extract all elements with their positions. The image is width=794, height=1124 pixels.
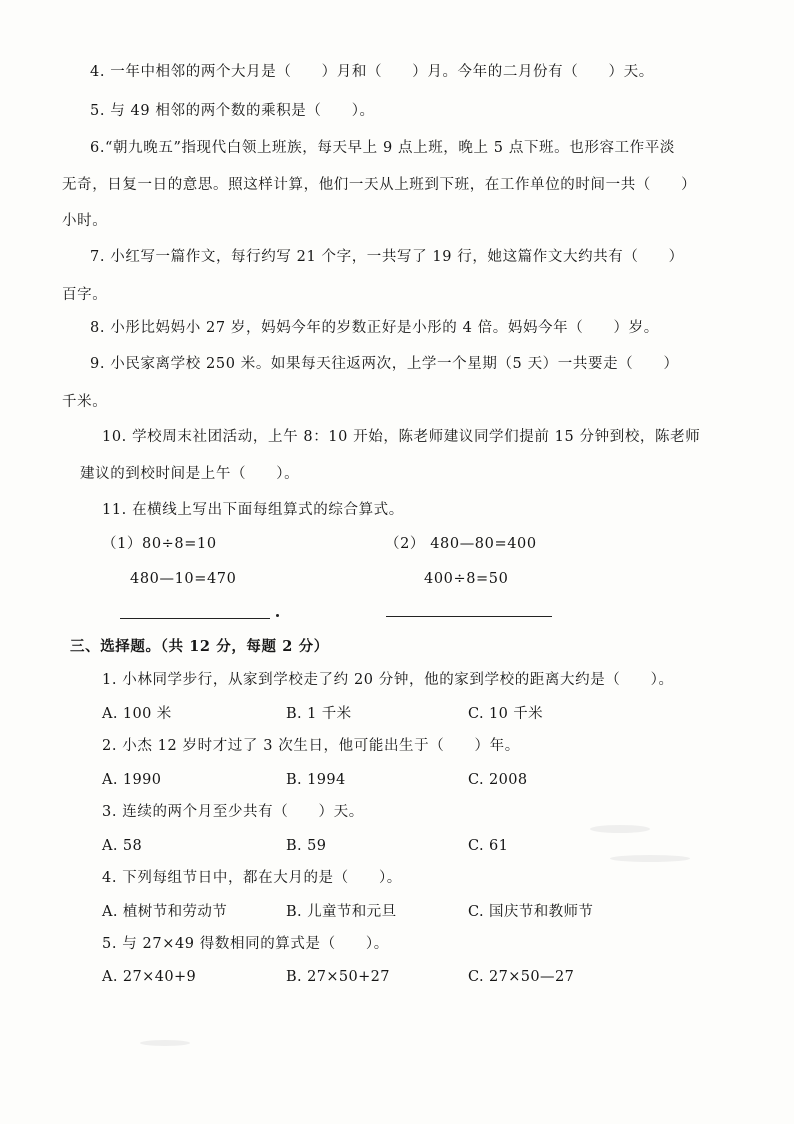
choice-question-2: 2. 小杰 12 岁时才过了 3 次生日，他可能出生于（ ）年。: [102, 738, 520, 754]
question-6-line-2: 无奇，日复一日的意思。照这样计算，他们一天从上班到下班，在工作单位的时间一共（ ）: [62, 177, 697, 193]
question-10-line-2: 建议的到校时间是上午（ ）。: [80, 466, 300, 482]
choice-question-3: 3. 连续的两个月至少共有（ ）天。: [102, 804, 364, 820]
q11-group-1-step-2: 480—10=470: [130, 571, 237, 587]
choice-5-option-c[interactable]: C. 27×50—27: [468, 969, 575, 985]
question-7-line-1: 7. 小红写一篇作文，每行约写 21 个字，一共写了 19 行，她这篇作文大约共有（ ）: [90, 249, 684, 265]
choice-question-5: 5. 与 27×49 得数相同的算式是（ ）。: [102, 936, 389, 952]
q11-group-2-step-1: （2） 480—80=400: [385, 536, 537, 552]
question-6-line-3: 小时。: [62, 213, 108, 229]
question-10-line-1: 10. 学校周末社团活动，上午 8：10 开始，陈老师建议同学们提前 15 分钟到校，陈老师: [102, 429, 701, 445]
question-8: 8. 小彤比妈妈小 27 岁，妈妈今年的岁数正好是小彤的 4 倍。妈妈今年（ ）岁。: [90, 320, 659, 336]
question-11: 11. 在横线上写出下面每组算式的综合算式。: [102, 502, 404, 518]
scan-smudge: [140, 1040, 190, 1046]
choice-5-option-b[interactable]: B. 27×50+27: [286, 969, 390, 985]
choice-3-option-b[interactable]: B. 59: [286, 838, 327, 854]
choice-2-option-b[interactable]: B. 1994: [286, 772, 346, 788]
choice-3-option-a[interactable]: A. 58: [102, 838, 143, 854]
question-9-line-2: 千米。: [62, 394, 108, 410]
choice-2-option-c[interactable]: C. 2008: [468, 772, 528, 788]
question-9-line-1: 9. 小民家离学校 250 米。如果每天往返两次，上学一个星期（5 天）一共要走（ ）: [90, 356, 679, 372]
scan-smudge: [590, 825, 650, 833]
choice-1-option-b[interactable]: B. 1 千米: [286, 706, 352, 722]
choice-5-option-a[interactable]: A. 27×40+9: [102, 969, 197, 985]
choice-4-option-b[interactable]: B. 儿童节和元旦: [286, 904, 397, 920]
choice-3-option-c[interactable]: C. 61: [468, 838, 509, 854]
dot-mark: [276, 614, 279, 617]
answer-line-group-2[interactable]: [386, 616, 552, 617]
q11-group-2-step-2: 400÷8=50: [424, 571, 509, 587]
question-4: 4. 一年中相邻的两个大月是（ ）月和（ ）月。今年的二月份有（ ）天。: [90, 64, 654, 80]
choice-1-option-c[interactable]: C. 10 千米: [468, 706, 544, 722]
answer-line-group-1[interactable]: [120, 618, 270, 619]
choice-question-4: 4. 下列每组节日中，都在大月的是（ ）。: [102, 870, 402, 886]
choice-question-1: 1. 小林同学步行，从家到学校走了约 20 分钟，他的家到学校的距离大约是（ ）。: [102, 672, 674, 688]
choice-4-option-a[interactable]: A. 植树节和劳动节: [102, 904, 228, 920]
q11-group-1-step-1: （1）80÷8=10: [102, 536, 217, 552]
question-6-line-1: 6.“朝九晚五”指现代白领上班族，每天早上 9 点上班，晚上 5 点下班。也形容工作平淡: [90, 140, 675, 156]
choice-1-option-a[interactable]: A. 100 米: [102, 706, 172, 722]
section-title-choice: 三、选择题。（共 12 分，每题 2 分）: [70, 638, 329, 655]
choice-2-option-a[interactable]: A. 1990: [102, 772, 162, 788]
choice-4-option-c[interactable]: C. 国庆节和教师节: [468, 904, 594, 920]
question-7-line-2: 百字。: [62, 287, 108, 303]
question-5: 5. 与 49 相邻的两个数的乘积是（ ）。: [90, 103, 375, 119]
scan-smudge: [610, 855, 690, 862]
